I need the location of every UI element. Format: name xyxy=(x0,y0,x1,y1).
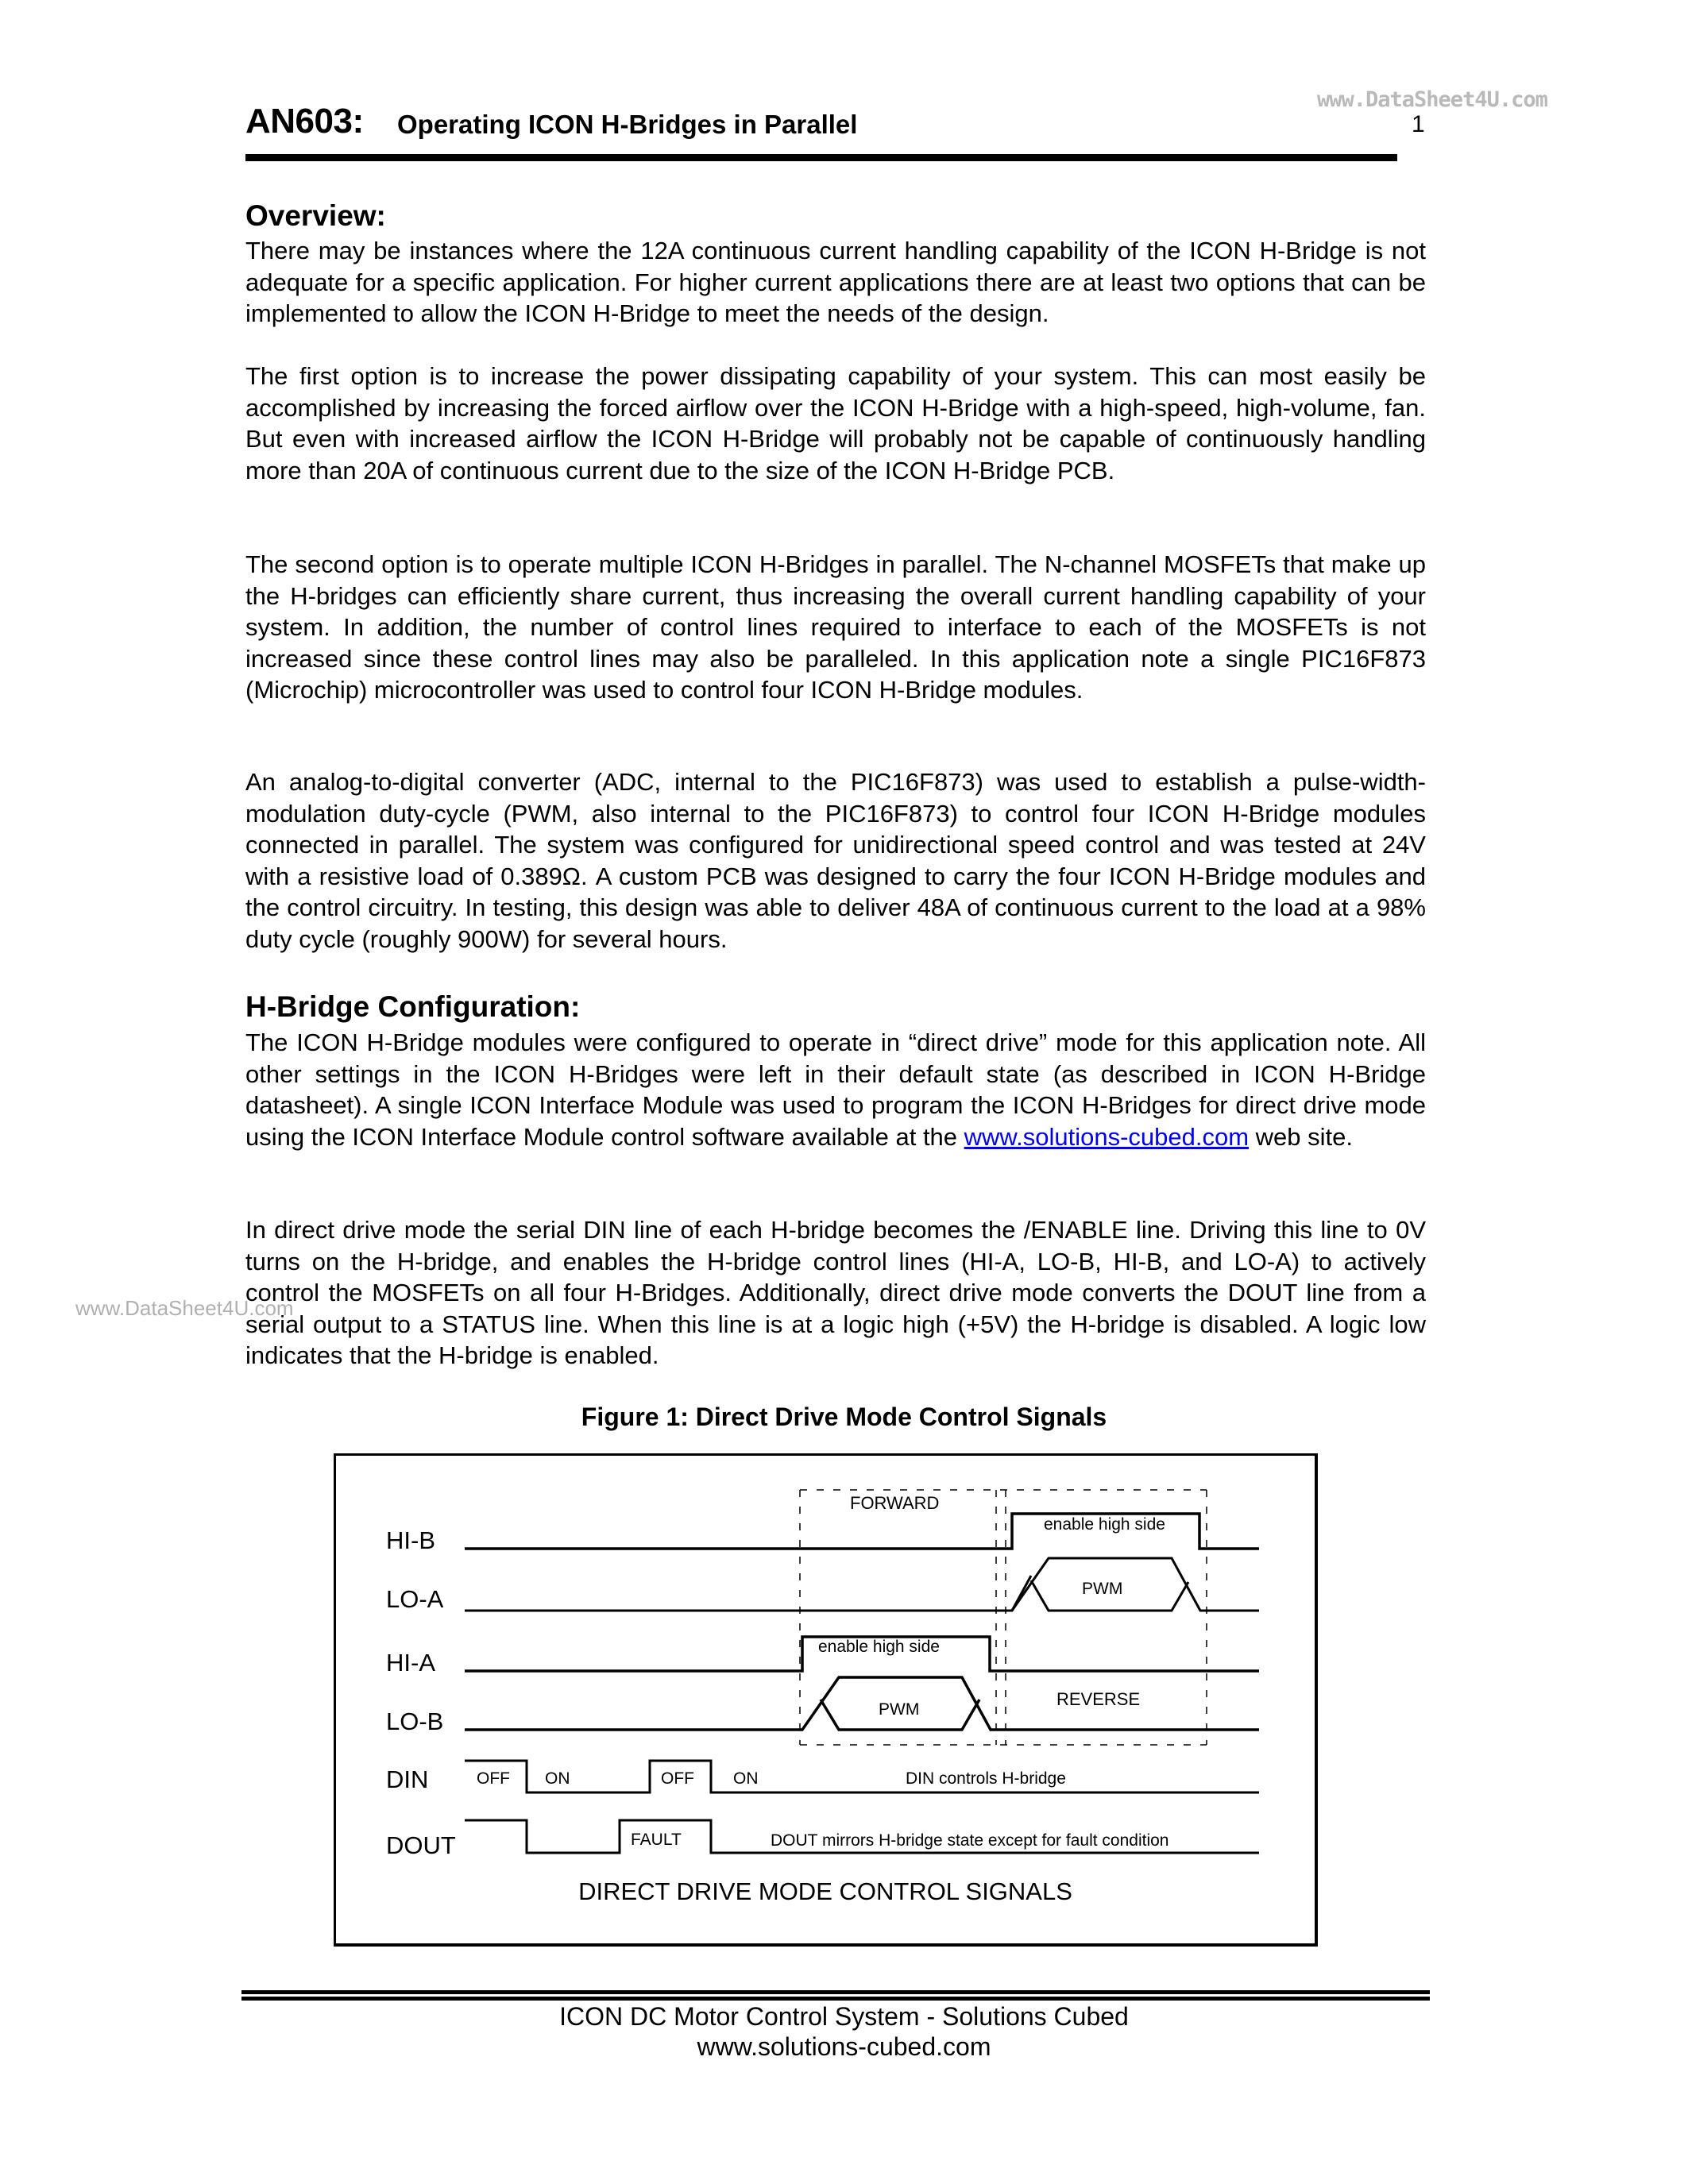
label-hi-b: HI-B xyxy=(386,1526,435,1554)
label-din-off: OFF xyxy=(661,1769,694,1788)
label-din-on: ON xyxy=(733,1769,759,1788)
label-dout-note: DOUT mirrors H-bridge state except for fault condition xyxy=(771,1831,1169,1850)
diagram-title: DIRECT DRIVE MODE CONTROL SIGNALS xyxy=(578,1877,1072,1905)
watermark-left: www.DataSheet4U.com xyxy=(75,1296,294,1320)
label-forward: FORWARD xyxy=(850,1493,940,1513)
paragraph: In direct drive mode the serial DIN line of each H-bridge becomes the /ENABLE line. Driving this line to 0V turns on the H-bridge, and enables the H-bridge control lines (HI-A, LO-B, HI-B, and LO-A) to actively control the MOSFETs on all four H-Bridges. Additionally, direct drive mode converts the DOUT line from a serial output to a STATUS line. When this line is at a logic high (+5V) the H-bridge is disabled. A logic low indicates that the H-bridge is enabled. xyxy=(245,1216,1426,1370)
footer-company: ICON DC Motor Control System - Solutions Cubed xyxy=(559,2002,1129,2031)
paragraph: The second option is to operate multiple ICON H-Bridges in parallel. The N-channel MOSFETs that make up the H-bridges can efficiently share current, thus increasing the overall current handling capability of your system. In addition, the number of control lines required to interface to each of the MOSFETs is not increased since these control lines may also be paralleled. In this application note a single PIC16F873 (Microchip) microcontroller was used to control four ICON H-Bridge modules. xyxy=(245,550,1426,704)
watermark-top: www.DataSheet4U.com xyxy=(1317,87,1547,112)
label-din: DIN xyxy=(386,1765,429,1793)
section-heading-overview: Overview: xyxy=(245,199,386,232)
label-lo-a: LO-A xyxy=(386,1585,444,1613)
label-fault: FAULT xyxy=(631,1831,682,1849)
signal-lo-a xyxy=(465,1576,1031,1611)
solutions-cubed-link[interactable]: www.solutions-cubed.com xyxy=(964,1122,1250,1151)
document-title: Operating ICON H-Bridges in Parallel xyxy=(397,110,858,139)
paragraph: The first option is to increase the power dissipating capability of your system. This can most easily be accomplished by increasing the forced airflow over the ICON H-Bridge with a high-speed, high-volume, fan. But even with increased airflow the ICON H-Bridge will probably not be capable of continuously handling more than 20A of continuous current due to the size of the ICON H-Bridge PCB. xyxy=(245,362,1426,484)
label-enable-high-side-hi-a: enable high side xyxy=(818,1638,940,1656)
paragraph: There may be instances where the 12A continuous current handling capability of the ICON H-Bridge is not adequate for a specific application. For higher current applications there are at least two options that can be implemented to allow the ICON H-Bridge to meet the needs of the design. xyxy=(245,237,1426,328)
label-din-off: OFF xyxy=(477,1769,510,1788)
footer-rule xyxy=(241,1997,1430,2001)
signal-din xyxy=(465,1761,1259,1792)
label-din-on: ON xyxy=(545,1769,570,1788)
label-pwm-lo-a: PWM xyxy=(1082,1580,1123,1598)
paragraph-text: The ICON H-Bridge modules were configured to operate in “direct drive” mode for this application note. All other settings in the ICON H-Bridges were left in their default state (as described in ICON H-Bridge datasheet). A single ICON Interface Module was used to program the ICON H-Bridges for direct drive mode using the ICON Interface Module control software available at the xyxy=(245,1028,1426,1151)
label-lo-b: LO-B xyxy=(386,1707,444,1735)
label-hi-a: HI-A xyxy=(386,1649,435,1677)
footer-rule xyxy=(241,1990,1430,1994)
label-enable-high-side-hi-b: enable high side xyxy=(1044,1515,1165,1534)
section-heading-hbridge-config: H-Bridge Configuration: xyxy=(245,990,581,1023)
label-reverse: REVERSE xyxy=(1056,1689,1141,1709)
footer-website: www.solutions-cubed.com xyxy=(697,2032,991,2061)
page-number: 1 xyxy=(1412,111,1425,137)
label-dout: DOUT xyxy=(386,1831,456,1859)
paragraph-text: web site. xyxy=(1249,1122,1353,1151)
document-code: AN603: xyxy=(245,102,364,141)
paragraph: An analog-to-digital converter (ADC, internal to the PIC16F873) was used to establish a pulse-width-modulation duty-cycle (PWM, also internal to the PIC16F873) to control four ICON H-Bridge modules connected in parallel. The system was configured for unidirectional speed control and was tested at 24V with a resistive load of 0.389Ω. A custom PCB was designed to carry the four ICON H-Bridge modules and the control circuitry. In testing, this design was able to deliver 48A of continuous current to the load at a 98% duty cycle (roughly 900W) for several hours. xyxy=(245,768,1426,953)
label-pwm-lo-b: PWM xyxy=(879,1700,920,1719)
label-din-note: DIN controls H-bridge xyxy=(906,1769,1066,1788)
figure-caption: Figure 1: Direct Drive Mode Control Signals xyxy=(581,1403,1107,1431)
